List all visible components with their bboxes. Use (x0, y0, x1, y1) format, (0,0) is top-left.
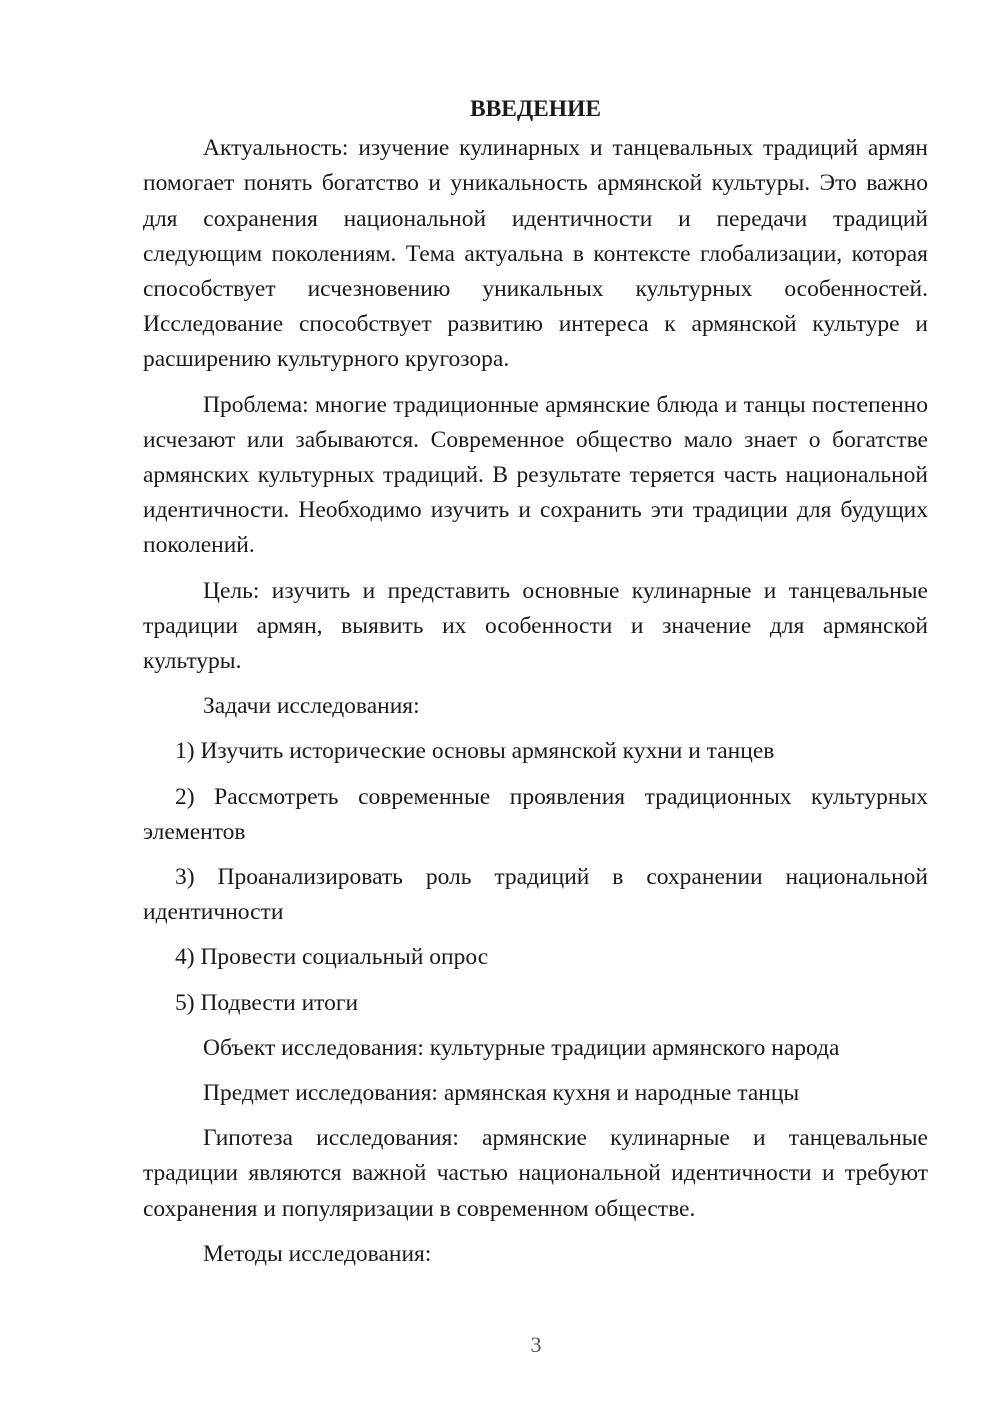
task-item-3: 3) Проанализировать роль традиций в сохранении национальной идентичности (143, 864, 928, 926)
page-title: ВВЕДЕНИЕ (469, 96, 602, 122)
task-item-2: 2) Рассмотреть современные проявления традиционных культурных элементов (143, 783, 928, 845)
document-body (143, 92, 928, 1272)
task-item-5: 5) Подвести итоги (175, 989, 359, 1016)
page-number: 3 (530, 1332, 542, 1357)
paragraph-tasks-heading: Задачи исследования: (203, 693, 420, 720)
paragraph-object: Объект исследования: культурные традиции армянского народа (203, 1034, 840, 1061)
paragraph-hypothesis: Гипотеза исследования: армянские кулинарные и танцевальные традиции являются важной частью национальной идентичности и требуют сохранения и популяризации в современном обществе. (143, 1125, 928, 1222)
task-item-4: 4) Провести социальный опрос (175, 944, 489, 971)
paragraph-goal: Цель: изучить и представить основные кулинарные и танцевальные традиции армян, выявить их особенности и значение для армянской культуры. (143, 577, 928, 675)
paragraph-subject: Предмет исследования: армянская кухня и народные танцы (203, 1080, 800, 1107)
paragraph-methods: Методы исследования: (203, 1240, 432, 1267)
paragraph-relevance: Актуальность: изучение кулинарных и танцевальных традиций армян помогает понять богатство и уникальность армянской культуры. Это важно для сохранения национальной идентичности и передачи традиций следующим поколениям. Тема актуальна в контексте глобализации, которая способствует исчезновению уникальных культурных особенностей. Исследование способствует развитию интереса к армянской культуре и расширению культурного кругозора. (143, 135, 928, 373)
task-item-1: 1) Изучить исторические основы армянской кухни и танцев (175, 738, 775, 765)
paragraph-problem: Проблема: многие традиционные армянские блюда и танцы постепенно исчезают или забываются. Современное общество мало знает о богатстве армянских культурных традиций. В результате теряется часть национальной идентичности. Необходимо изучить и сохранить эти традиции для будущих поколений. (143, 391, 928, 559)
